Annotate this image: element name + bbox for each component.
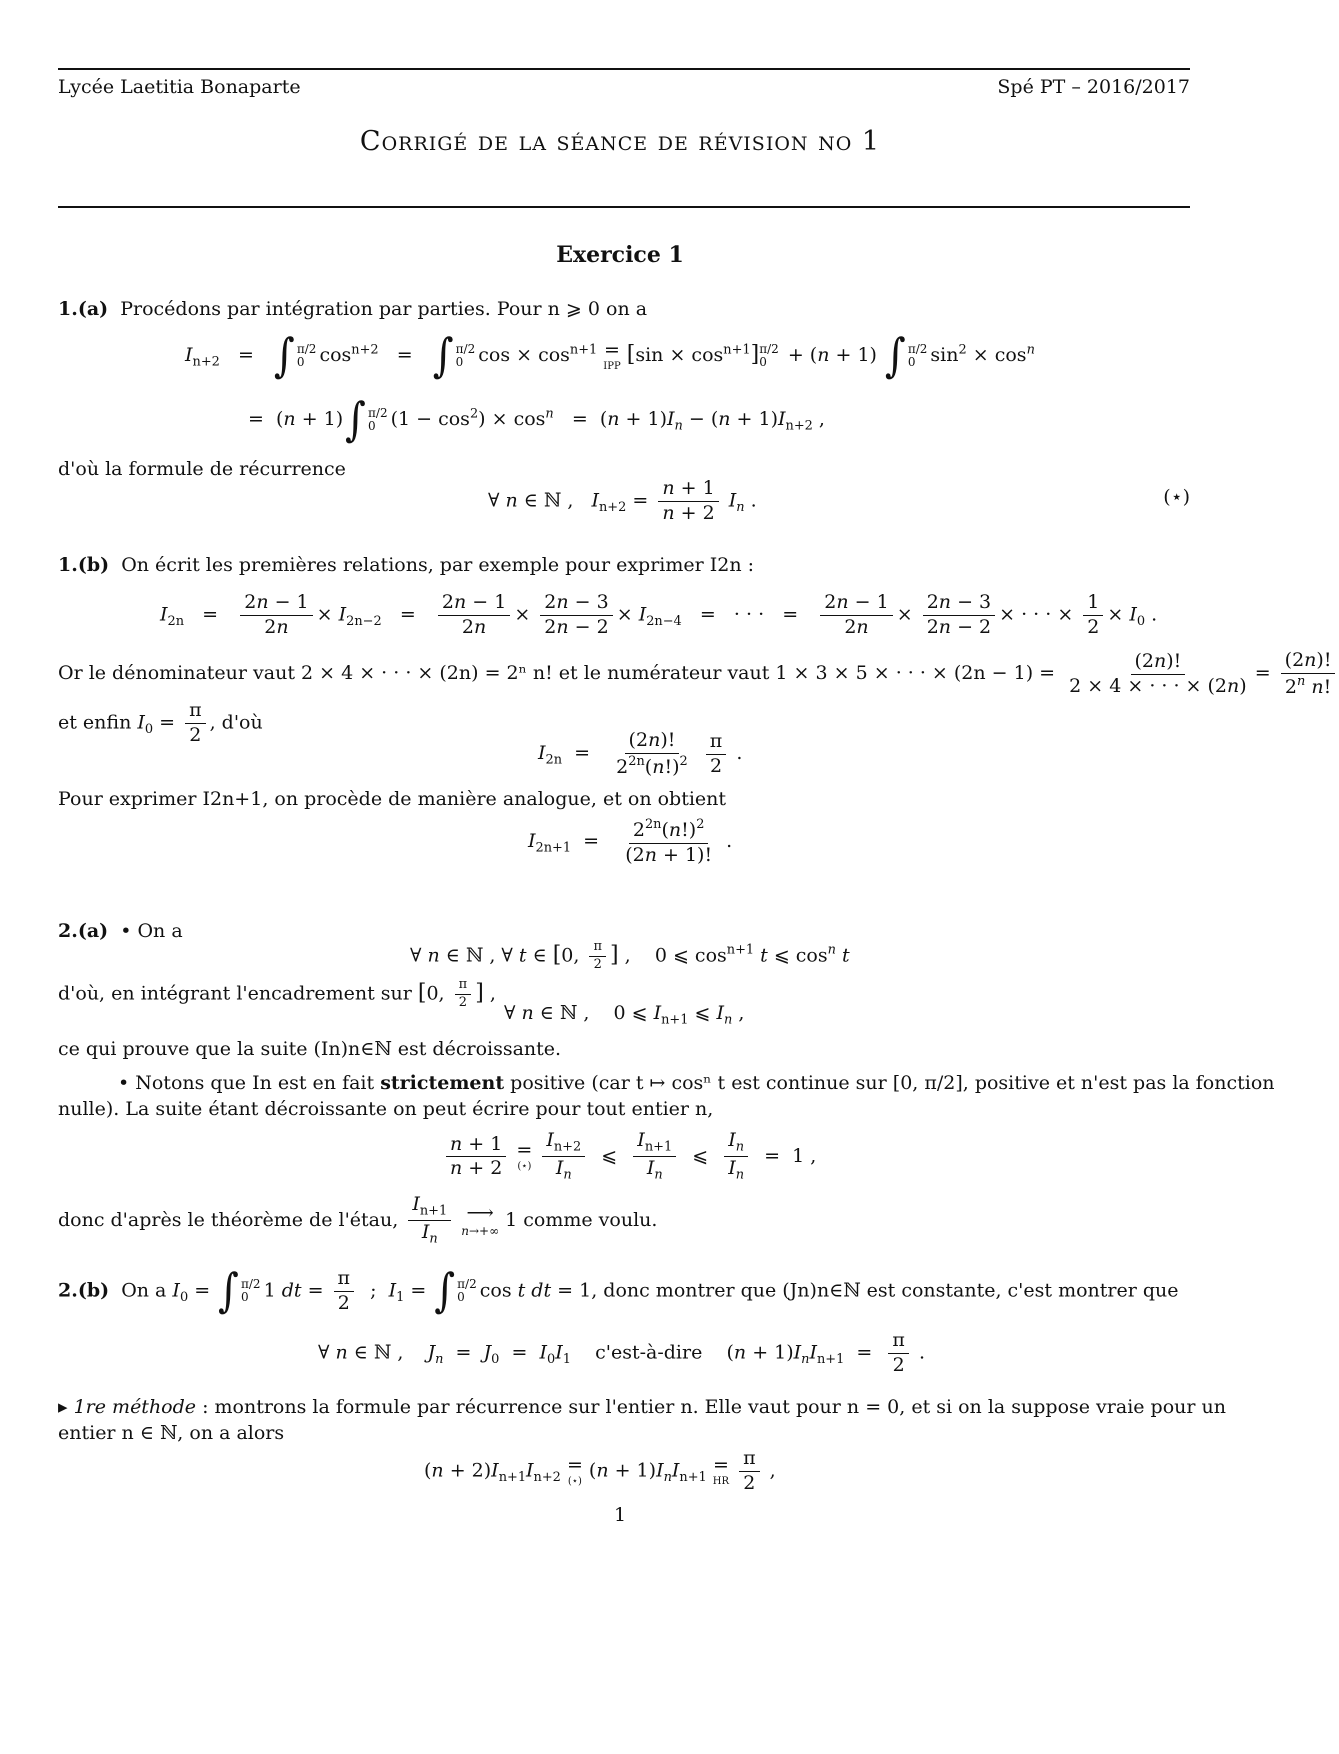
star-tag: (⋆) xyxy=(1163,486,1190,508)
page-number: 1 xyxy=(613,1504,627,1526)
bullet2-line2: nulle). La suite étant décroissante on peut écrire pour tout entier n, xyxy=(58,1098,714,1120)
i0-line: et enfin $I_0$ = $\frac{\pi}{2}$ , d'où xyxy=(58,699,263,746)
induction-step: $(n + 2)I_{n+1}I_{n+2}$ = (⋆) $(n + 1)I_nI_{n+1}$ = HR $\frac{\pi}{2}$ , xyxy=(424,1447,776,1494)
top-rule xyxy=(58,68,1190,70)
q2a-bullet1: • On a xyxy=(120,920,183,942)
squeeze-tail: 1 comme voulu. xyxy=(505,1208,658,1231)
decreasing-text: ce qui prouve que la suite (In)n∈ℕ est décroissante. xyxy=(58,1038,562,1060)
q1b-intro: On écrit les premières relations, par exemple pour exprimer I2n : xyxy=(121,554,755,576)
q2a-line xyxy=(58,920,183,942)
page-title: Corrigé de la séance de révision no 1 xyxy=(359,126,881,157)
squeeze-line: donc d'après le théorème de l'étau, $\frac{I_{n+1}}{I_n}$ ⟶ n→+∞ 1 comme voulu. xyxy=(58,1193,658,1247)
q2b-intro-tail: , donc montrer que (Jn)n∈ℕ est constante, c'est montrer que xyxy=(591,1279,1179,1302)
integrating-text: d'où, en intégrant l'encadrement sur xyxy=(58,982,412,1005)
school-name: Lycée Laetitia Bonaparte xyxy=(58,76,301,98)
q1a-label: 1.(a) xyxy=(58,298,109,320)
q1b-line xyxy=(58,554,754,576)
bullet2-bold: strictement xyxy=(380,1072,505,1094)
method-text: : montrons la formule par récurrence sur l'entier n. Elle vaut pour n = 0, et si on la suppose vraie pour un xyxy=(202,1396,1226,1418)
method-line1 xyxy=(58,1396,1226,1418)
odd-case-text: Pour exprimer I2n+1, on procède de manière analogue, et on obtient xyxy=(58,788,727,810)
denominator-line: Or le dénominateur vaut 2 × 4 × · · · × (2n) = 2ⁿ n! et le numérateur vaut 1 × 3 × 5 × · · · × (2n − 1) = $\frac{(2n)!}{2 \times 4 \times \cdot \cdot \cdot \times (2n)}$ = $\frac{(2n)!}{2^n n!}$ xyxy=(58,650,1339,698)
method-marker: ▸ xyxy=(58,1396,68,1418)
cos-bound: ∀ n ∈ ℕ , ∀ t ∈ [0, $\frac{\pi}{2}$ ] , 0 ⩽ $\cos^{n+1} t$ ⩽ $\cos^n t$ xyxy=(410,939,850,972)
q1b-label: 1.(b) xyxy=(58,554,110,576)
squeeze-text: donc d'après le théorème de l'étau, xyxy=(58,1208,399,1231)
q1a-intro: Procédons par intégration par parties. Pour n ⩾ 0 on a xyxy=(120,298,648,320)
enfin-text: et enfin xyxy=(58,711,132,734)
q2b-label: 2.(b) xyxy=(58,1279,110,1302)
denominator-text: Or le dénominateur vaut 2 × 4 × · · · × (2n) = 2ⁿ n! et le numérateur vaut 1 × 3 × 5 × · · · × (2n − 1) = xyxy=(58,662,1056,685)
recurrence-formula: ∀ n ∈ ℕ , $I_{n+2}$ = $\frac{n + 1}{n + 2}$ $I_n$ . xyxy=(488,477,757,524)
class-year: Spé PT – 2016/2017 xyxy=(997,76,1190,98)
ipp-equation-line1: $I_{n+2}$ = ∫ π/2 0 $\cos^{n+2}$ = ∫ π/2 0 $\cos \times \cos^{n+1}$ = IPP $[\sin \times \cos^{n+1}]$ π/2 0 + (n + 1) ∫ π/2 0 $\sin^2 \times \cos^n$ xyxy=(185,329,1035,383)
integral-bound: ∀ n ∈ ℕ , 0 ⩽ $I_{n+1}$ ⩽ $I_n$ , xyxy=(504,1002,745,1028)
bullet2-part1: • Notons que In est en fait xyxy=(118,1072,375,1094)
integrating-line: d'où, en intégrant l'encadrement sur [0, $\frac{\pi}{2}$ ] , xyxy=(58,977,496,1010)
q1a-after: d'où la formule de récurrence xyxy=(58,458,346,480)
jn-constant: ∀ n ∈ ℕ , $J_n = J_0 = I_0I_1$ c'est-à-dire $(n + 1)I_nI_{n+1}$ = $\frac{\pi}{2}$ . xyxy=(318,1329,926,1376)
cest-a-dire: c'est-à-dire xyxy=(595,1341,703,1364)
method-line2: entier n ∈ ℕ, on a alors xyxy=(58,1422,285,1444)
q2b-line: 2.(b) On a $I_0$ = ∫ π/2 0 1 dt = $\frac{\pi}{2}$ ; $I_1$ = ∫ π/2 0 cos t dt = 1, donc montrer que (Jn)n∈ℕ est constante, c'est montrer que xyxy=(58,1264,1179,1318)
bullet2-part2: positive (car t ↦ cosⁿ t est continue sur [0, π/2], positive et n'est pas la fonction xyxy=(510,1072,1275,1094)
method-title: 1re méthode xyxy=(73,1396,197,1418)
bullet2-line1 xyxy=(118,1072,1275,1094)
q1a-line xyxy=(58,298,647,320)
q2a-label: 2.(a) xyxy=(58,920,109,942)
i2n-product-chain: $I_{2n}$ = $\frac{2n - 1}{2n}$ × $I_{2n-2}$ = $\frac{2n - 1}{2n}$ × $\frac{2n - 3}{2n - 2}$ × $I_{2n-4}$ = · · · = $\frac{2n - 1}{2n}$ × $\frac{2n - 3}{2n - 2}$ × · · · × $\frac{1}{2}$ × $I_0$ . xyxy=(160,591,1158,638)
squeeze-inequality: $\frac{n + 1}{n + 2}$ = (⋆) $\frac{I_{n+2}}{I_n}$ ⩽ $\frac{I_{n+1}}{I_n}$ ⩽ $\frac{I_n}{I_n}$ = 1 , xyxy=(442,1130,816,1184)
exercise-heading: Exercice 1 xyxy=(556,242,684,268)
title-rule xyxy=(58,206,1190,208)
i2n1-result: $I_{2n+1}$ = $\frac{2^{2n}(n!)^2}{(2n + 1)!}$ . xyxy=(528,817,733,866)
i2n-result: $I_{2n}$ = $\frac{(2n)!}{2^{2n}(n!)^2}$ $\frac{\pi}{2}$ . xyxy=(538,729,743,778)
enfin-tail: , d'où xyxy=(209,711,263,734)
ipp-equation-line2: = (n + 1)∫ π/2 0 $(1 - \cos^2) \times \cos^n = (n + 1)I_n - (n + 1)I_{n+2}$ , xyxy=(248,393,825,447)
